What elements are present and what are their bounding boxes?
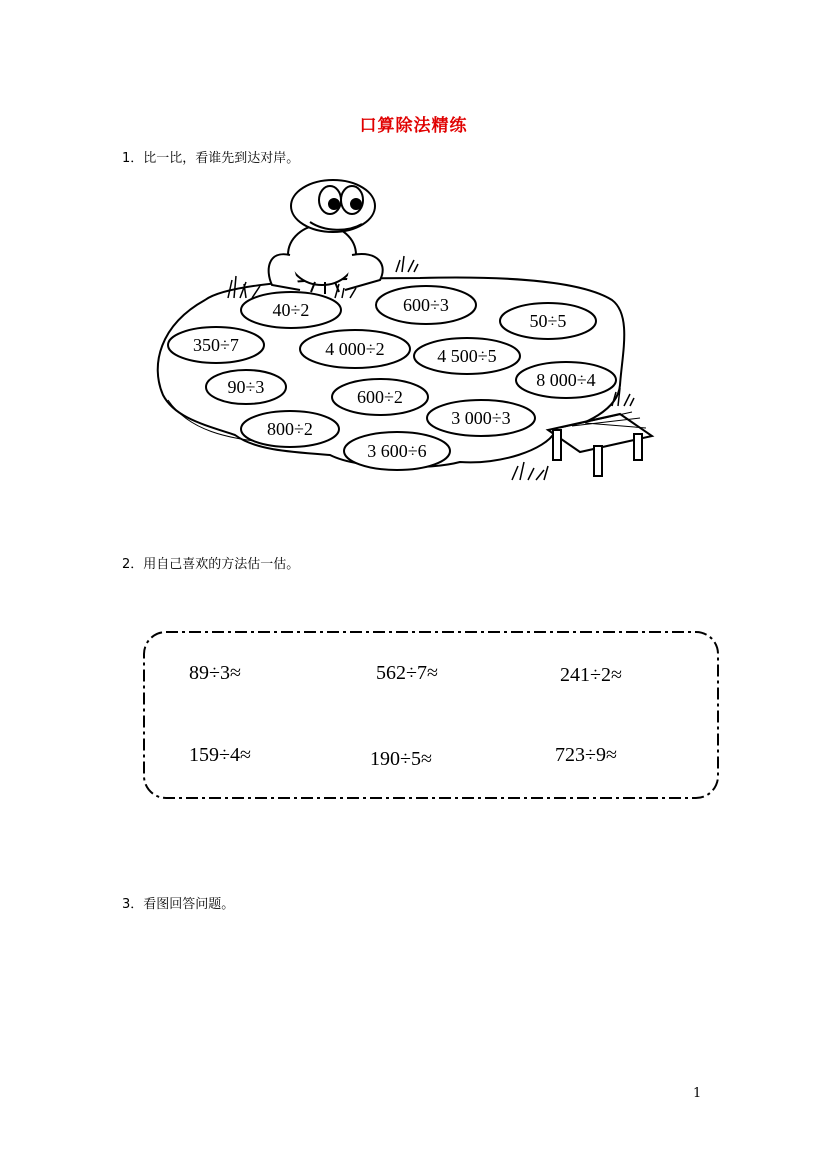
dock-post (594, 446, 602, 476)
estimate-item: 562÷7≈ (376, 662, 438, 684)
estimate-item: 190÷5≈ (370, 748, 432, 770)
expression-text: 800÷2 (267, 419, 313, 439)
expression-text: 3 600÷6 (367, 441, 427, 461)
page-number: 1 (693, 1086, 702, 1101)
estimate-item: 241÷2≈ (560, 664, 622, 686)
expression-text: 3 000÷3 (451, 408, 511, 428)
question-2-text: 2．用自己喜欢的方法估一估。 (122, 557, 300, 572)
expression-text: 600÷2 (357, 387, 403, 407)
expression-text: 50÷5 (529, 311, 567, 331)
expression-text: 90÷3 (227, 377, 265, 397)
estimate-item: 723÷9≈ (555, 744, 617, 766)
question-1-text: 1．比一比，看谁先到达对岸。 (122, 151, 300, 166)
page-title: 口算除法精练 (359, 116, 468, 136)
dock-post (553, 430, 561, 460)
expression-text: 600÷3 (403, 295, 449, 315)
frog-body (288, 225, 356, 285)
question-3-text: 3．看图回答问题。 (122, 897, 235, 912)
dock-illustration (548, 412, 652, 476)
expression-text: 8 000÷4 (536, 370, 596, 390)
expression-text: 4 500÷5 (437, 346, 497, 366)
frog-illustration (269, 180, 383, 294)
expression-text: 40÷2 (272, 300, 310, 320)
estimate-item: 89÷3≈ (189, 662, 241, 684)
estimate-item: 159÷4≈ (189, 744, 251, 766)
expression-text: 4 000÷2 (325, 339, 385, 359)
expression-text: 350÷7 (193, 335, 239, 355)
estimate-box (144, 632, 718, 798)
dock-post (634, 434, 642, 460)
